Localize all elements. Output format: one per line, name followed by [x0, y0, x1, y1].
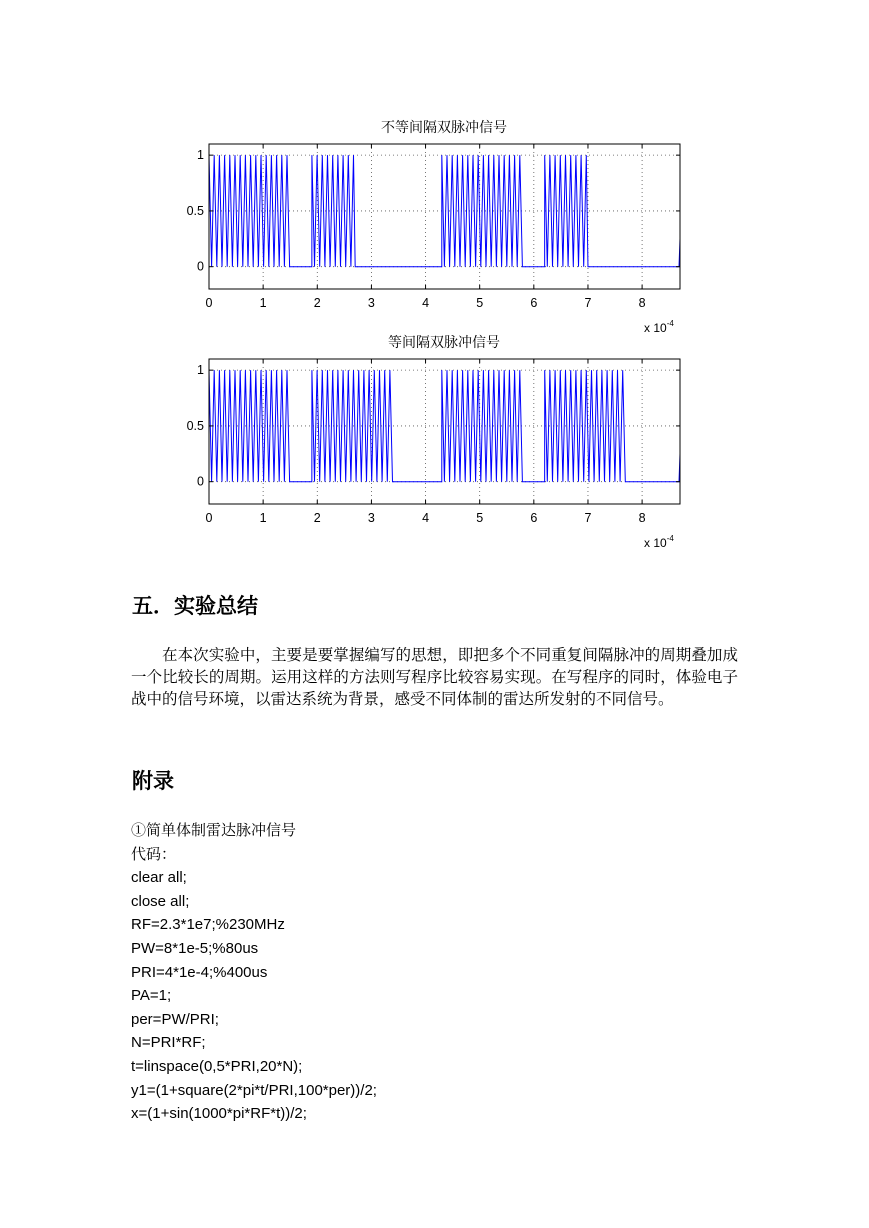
summary-heading: 五．实验总结 — [132, 593, 258, 618]
y-tick-label: 0.5 — [186, 203, 204, 218]
code-label: 代码： — [131, 844, 177, 863]
x-tick-label: 8 — [638, 511, 646, 525]
code-line: RF=2.3*1e7;%230MHz — [131, 916, 285, 934]
code-line: close all; — [131, 892, 190, 910]
chart-1-exponent — [644, 319, 674, 335]
chart-1-title: 不等间隔双脉冲信号 — [381, 120, 507, 136]
x-tick-label: 8 — [638, 296, 646, 310]
x-tick-label: 7 — [584, 296, 592, 310]
y-tick-label: 0 — [197, 259, 204, 274]
x-tick-label: 6 — [530, 296, 538, 310]
chart-2 — [187, 335, 680, 550]
chart-2-frame — [209, 359, 680, 504]
code-line: PW=8*1e-5;%80us — [131, 939, 259, 957]
y-tick-label: 0.5 — [186, 418, 204, 433]
y-tick-label: 1 — [197, 148, 204, 163]
code-line: per=PW/PRI; — [131, 1010, 219, 1028]
chart-2-exponent-power: -4 — [666, 534, 674, 543]
code-line: clear all; — [131, 869, 187, 887]
x-tick-label: 2 — [313, 511, 321, 525]
chart-2-exponent — [644, 534, 674, 550]
x-tick-label: 0 — [205, 511, 213, 525]
chart-2-title: 等间隔双脉冲信号 — [388, 335, 500, 351]
chart-1 — [187, 120, 680, 335]
chart-2-exponent-base: x 10 — [644, 536, 667, 550]
x-tick-label: 5 — [476, 296, 484, 310]
x-tick-label: 3 — [367, 511, 375, 525]
x-tick-label: 6 — [530, 511, 538, 525]
y-tick-label: 1 — [197, 363, 204, 378]
appendix-content — [131, 819, 731, 1126]
code-line: PRI=4*1e-4;%400us — [131, 963, 268, 981]
chart-1-frame — [209, 144, 680, 289]
x-tick-label: 4 — [422, 511, 430, 525]
x-tick-label: 7 — [584, 511, 592, 525]
code-line: x=(1+sin(1000*pi*RF*t))/2; — [131, 1105, 307, 1123]
y-tick-label: 0 — [197, 474, 204, 489]
code-line: PA=1; — [131, 987, 172, 1005]
figure — [0, 0, 869, 580]
summary-paragraph: 在本次实验中，主要是要掌握编写的思想，即把多个不同重复间隔脉冲的周期叠加成一个比较长的周期。运用这样的方法则写程序比较容易实现。在写程序的同时，体验电子战中的信号环境，以雷达系统为背景，感受不同体制的雷达所发射的不同信号。 — [131, 646, 738, 708]
code-line: t=linspace(0,5*PRI,20*N); — [131, 1057, 303, 1075]
x-tick-label: 4 — [422, 296, 430, 310]
chart-1-exponent-power: -4 — [666, 319, 674, 328]
x-tick-label: 2 — [313, 296, 321, 310]
x-tick-label: 3 — [367, 296, 375, 310]
code-block — [131, 866, 731, 1126]
x-tick-label: 1 — [259, 296, 267, 310]
chart-1-exponent-base: x 10 — [644, 321, 667, 335]
x-tick-label: 0 — [205, 296, 213, 310]
code-line: y1=(1+square(2*pi*t/PRI,100*per))/2; — [131, 1081, 377, 1099]
x-tick-label: 5 — [476, 511, 484, 525]
appendix-subtitle: ①简单体制雷达脉冲信号 — [131, 821, 297, 839]
code-line: N=PRI*RF; — [131, 1034, 206, 1052]
x-tick-label: 1 — [259, 511, 267, 525]
appendix-heading: 附录 — [132, 768, 174, 793]
